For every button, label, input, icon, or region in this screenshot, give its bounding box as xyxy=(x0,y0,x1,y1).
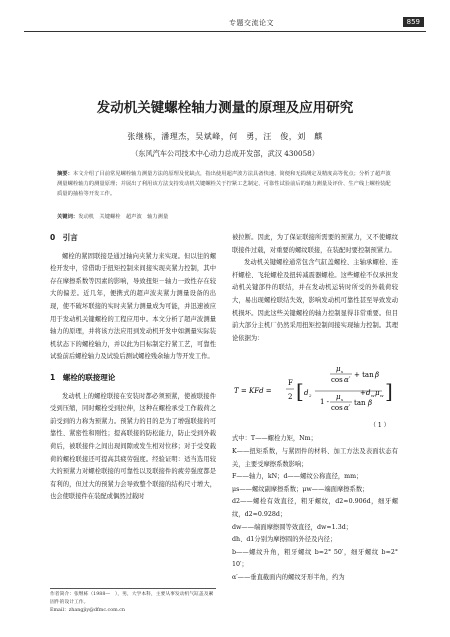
svg-text:s: s xyxy=(341,369,344,375)
section-heading-bolt-theory: 1 螺栓的联接理论 xyxy=(50,372,116,382)
page-number: 859 xyxy=(403,17,424,27)
svg-text:μ: μ xyxy=(375,389,380,398)
variable-definition: d2——螺栓有效直径，粗牙螺纹，d2≈0.906d，细牙螺纹，d2≈0.928d； xyxy=(232,498,398,518)
formula-lhs: T = KFd = xyxy=(234,387,272,396)
svg-text:α′: α′ xyxy=(344,404,351,413)
variable-definition: α′——垂直截面内的螺纹牙形半角，约为 xyxy=(232,573,345,581)
footnote xyxy=(50,588,216,615)
svg-text:F: F xyxy=(288,379,293,388)
abstract-label: 摘要： xyxy=(57,171,73,177)
svg-text:+: + xyxy=(360,389,366,398)
svg-text:μ: μ xyxy=(336,393,341,402)
journal-section: 专题交流论文 xyxy=(229,19,274,27)
keywords-text: 发动机 关键螺栓 超声波 轴力测量 xyxy=(78,214,169,220)
abstract-text: 本文介绍了目前常见螺栓轴力测量方法的原理及优缺点，指出使用超声波方法具备快速、简便和无损测定及精度高等优点；分析了超声波测量螺栓轴力的测量原理；并展出了利用该方法支持发动机关键螺栓关于拧紧工艺制定、可靠性试验前后的轴力测量及评价、生产线上螺栓装配质量的抽检等开发工作。 xyxy=(57,171,391,197)
svg-text:s: s xyxy=(341,397,344,403)
variable-definitions xyxy=(232,433,398,584)
continued-paragraph: 被拉断。因此，为了保证联接所需要的预紧力，又不使螺纹联接件过载，对重要的螺纹联接，在装配时要控制预紧力。 xyxy=(232,234,398,254)
running-header xyxy=(24,17,426,32)
svg-text:1 -: 1 - xyxy=(320,398,330,407)
svg-text:w: w xyxy=(371,393,375,399)
bolt-theory-paragraph: 发动机上的螺栓联接在安装时都必须预紧，使被联接件受到压缩，同时螺栓受到拉伸，这种在螺栓承受工作载荷之前受到的力称为预紧力。预紧力的目的是为了增强联接的可靠性、紧密性和刚性；提高联接的防松能力，防止受到外载荷后，被联接件之间出现间隙或发生相对位移；对于受变载荷的螺栓联接还可提高其疲劳强度。经验证明：适当选用较大的预紧力对螺栓联接的可靠性以及联接件的疲劳强度都是有利的，但过大的预紧力会导致整个联接的结构尺寸增大，也会使联接件在装配或偶然过载时 xyxy=(50,392,216,501)
svg-text:tan: tan xyxy=(354,399,366,408)
author-list: 张继栋，潘理杰，吴斌峰，何 勇，汪 俊，刘 麒 xyxy=(127,132,323,141)
svg-text:cos: cos xyxy=(331,376,343,385)
torque-formula xyxy=(232,347,398,433)
svg-text:d: d xyxy=(304,389,309,398)
svg-text:β: β xyxy=(368,399,373,408)
author-email: Email：zhangjiy@dfmc.com.cn xyxy=(50,608,125,613)
variable-definition: μs——螺纹副摩擦系数；μw——端面摩擦系数； xyxy=(232,485,369,493)
variable-definition: 式中：T——螺栓力矩，Nm； xyxy=(232,435,317,443)
variable-definition: b——螺纹升角，粗牙螺纹 b≈2° 50′，细牙螺纹 b≈2° 10′； xyxy=(232,548,398,569)
keywords-label: 关键词： xyxy=(57,214,79,220)
svg-text:μ: μ xyxy=(336,365,341,374)
variable-definition: F——轴力，kN；d——螺纹公称直径，mm； xyxy=(232,473,363,481)
keywords xyxy=(57,212,393,220)
svg-text:cos: cos xyxy=(331,404,343,413)
key-bolts-paragraph: 发动机关键螺栓通常包含气缸盖螺栓、主轴承螺栓、连杆螺栓、飞轮螺栓及扭转减震器螺栓。这些螺栓不仅承担发动机关键部件的联结，并在发动机运转时所受的外载荷较大，易出现螺栓联结失效，影响发动机可靠性甚至导致发动机损坏。因此这些关键螺栓的轴力控制显得非常重要。但目前大部分主机厂仍然采用扭矩控制间接实现轴力控制。其理论依据为： xyxy=(232,259,398,342)
left-column xyxy=(50,232,216,504)
svg-text:d: d xyxy=(366,389,371,398)
variable-definition: dw——端面摩擦圆等效直径，dw≈1.3d； xyxy=(232,523,353,531)
svg-text:[: [ xyxy=(296,379,304,404)
abstract xyxy=(57,169,393,199)
section-heading-introduction: 0 引言 xyxy=(50,233,78,242)
svg-text:]: ] xyxy=(385,379,393,404)
formula-number: （ 1 ） xyxy=(370,422,390,430)
introduction-paragraph: 螺栓的紧固联接是通过轴向夹紧力来实现。但以往的螺栓开发中，常借助于扭矩控制来间接实现夹紧力控制，其中存在摩擦系数等因素的影响，导致扭矩－轴力一致性存在较大的偏差。近几年，便携式的超声波夹紧力测量设备的出现，使不破坏联接的实时夹紧力测量成为可能，并迅速被应用于发动机关键螺栓的工程应用中。本文分析了超声波测量轴力的原理，并将该方法应用到发动机开发中如测量实际装机状态下的螺栓轴力，并以此为目标制定拧紧工艺，可靠性试验前后螺栓轴力及试验后测试螺栓残余轴力等开发工作。 xyxy=(50,252,216,361)
svg-text:α′: α′ xyxy=(344,376,351,385)
formula-graphic xyxy=(232,347,398,433)
paper-title: 发动机关键螺栓轴力测量的原理及应用研究 xyxy=(96,100,354,116)
svg-text:2: 2 xyxy=(288,393,293,402)
svg-text:+ tan: + tan xyxy=(354,371,374,380)
affiliation: （东风汽车公司技术中心动力总成开发部，武汉 430058） xyxy=(131,149,319,158)
svg-text:2: 2 xyxy=(309,393,312,399)
right-column xyxy=(232,232,398,584)
svg-text:w: w xyxy=(380,393,384,399)
variable-definition: dh、d1分别为摩擦圆的外径及内径； xyxy=(232,536,337,544)
author-bio: 作者简介：张继栋（1988— ），男，大学本科，主要从事发动机气缸盖及紧固件的设计工作。 xyxy=(50,592,214,605)
svg-text:β: β xyxy=(375,371,380,380)
variable-definition: K——扭矩系数，与紧固件的材料、加工方法及表面状态有关，主要受摩擦系数影响； xyxy=(232,447,398,468)
